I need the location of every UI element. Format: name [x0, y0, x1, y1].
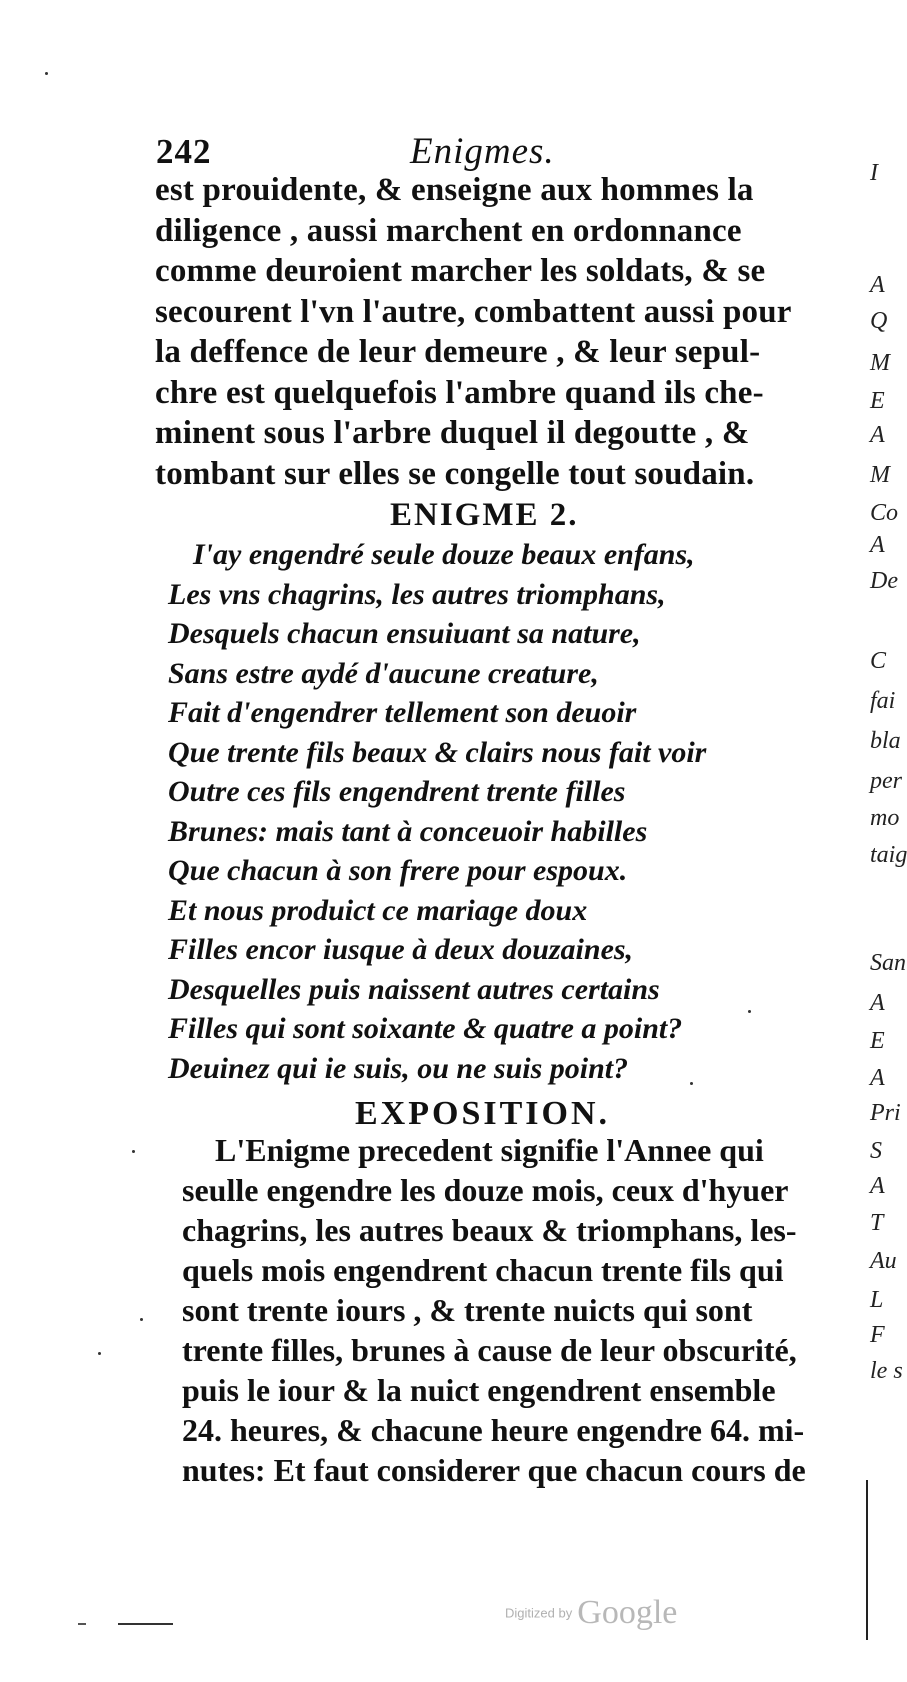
verse-line: Sans estre aydé d'aucune creature, — [168, 656, 599, 690]
margin-fragment: San — [870, 950, 906, 976]
verse-line: Outre ces fils engendrent trente filles — [168, 775, 626, 808]
margin-fragment: A — [870, 532, 885, 558]
margin-fragment: F — [870, 1322, 885, 1348]
margin-fragment: C — [870, 648, 887, 674]
margin-fragment: le s — [870, 1358, 903, 1384]
page-edge-line — [866, 1480, 868, 1640]
ink-speck — [748, 1010, 751, 1013]
exposition-line: puis le iour & la nuict engendrent ensemble — [182, 1372, 776, 1408]
margin-fragment: A — [870, 422, 885, 448]
facing-page-margin — [868, 160, 907, 1660]
margin-fragment: E — [870, 1028, 885, 1054]
margin-fragment: fai — [870, 688, 896, 714]
prose-line: chre est quelquefois l'ambre quand ils che- — [155, 374, 764, 411]
page-header — [150, 128, 840, 172]
margin-fragment: M — [870, 462, 890, 488]
margin-fragment: Co — [870, 500, 899, 526]
margin-fragment: per — [870, 768, 902, 794]
prose-line: diligence , aussi marchent en ordonnance — [155, 212, 742, 249]
exposition-line: trente filles, brunes à cause de leur obscurité, — [182, 1332, 797, 1368]
ink-speck — [98, 1352, 101, 1355]
footer-dash — [78, 1623, 86, 1625]
prose-line: secourent l'vn l'autre, combattent aussi pour — [155, 293, 792, 330]
verse-line: I'ay engendré seule douze beaux enfans, — [193, 538, 695, 571]
intro-paragraph — [155, 170, 855, 494]
prose-line: est prouidente, & enseigne aux hommes la — [155, 172, 754, 208]
ink-speck — [132, 1150, 135, 1153]
margin-fragment: S — [870, 1138, 882, 1164]
exposition-line: quels mois engendrent chacun trente fils qui — [182, 1252, 784, 1288]
exposition-heading: EXPOSITION. — [355, 1095, 610, 1132]
margin-fragment: taig — [870, 842, 907, 868]
verse-line: Desquelles puis naissent autres certains — [168, 972, 660, 1006]
verse-line: Que trente fils beaux & clairs nous fait voir — [168, 735, 707, 769]
margin-fragment: Pri — [870, 1100, 901, 1126]
ink-speck — [690, 1082, 693, 1085]
margin-fragment: mo — [870, 805, 900, 831]
digitized-by-label: Digitized by — [505, 1605, 573, 1621]
verse-line: Filles qui sont soixante & quatre a point? — [168, 1012, 683, 1045]
verse-line: Brunes: mais tant à conceuoir habilles — [168, 814, 648, 848]
exposition-line: sont trente iours , & trente nuicts qui sont — [182, 1292, 753, 1328]
margin-fragment: A — [870, 990, 885, 1016]
margin-fragment: L — [870, 1287, 884, 1313]
margin-fragment: E — [870, 388, 885, 414]
margin-fragment: Q — [870, 308, 888, 334]
ink-speck — [45, 72, 48, 75]
prose-line: minent sous l'arbre duquel il degoutte , & — [155, 415, 750, 451]
verse-line: Fait d'engendrer tellement son deuoir — [168, 696, 637, 729]
enigme-verse — [168, 535, 868, 1088]
exposition-line: chagrins, les autres beaux & triomphans, les- — [182, 1212, 797, 1248]
exposition-line: seulle engendre les douze mois, ceux d'hyuer — [182, 1172, 789, 1208]
page-number: 242 — [156, 132, 212, 171]
verse-line: Et nous produict ce mariage doux — [168, 893, 588, 927]
google-watermark — [505, 1594, 677, 1634]
exposition-line: L'Enigme precedent signifie l'Annee qui — [215, 1132, 764, 1168]
exposition-line: 24. heures, & chacune heure engendre 64. mi- — [182, 1412, 805, 1448]
verse-line: Deuinez qui ie suis, ou ne suis point? — [168, 1051, 629, 1085]
google-logo: Google — [577, 1594, 678, 1631]
running-title: Enigmes. — [410, 131, 555, 172]
margin-fragment: A — [870, 1065, 885, 1091]
ink-speck — [140, 1318, 143, 1321]
margin-fragment: I — [870, 160, 878, 186]
footer-rule — [118, 1623, 173, 1625]
margin-fragment: A — [870, 272, 885, 298]
verse-line: Que chacun à son frere pour espoux. — [168, 854, 628, 887]
margin-fragment: M — [870, 350, 890, 376]
exposition-paragraph — [182, 1130, 862, 1490]
verse-line: Desquels chacun ensuiuant sa nature, — [168, 617, 641, 650]
verse-line: Filles encor iusque à deux douzaines, — [168, 933, 634, 966]
margin-fragment: bla — [870, 728, 901, 754]
prose-line: la deffence de leur demeure , & leur sepul- — [155, 334, 761, 370]
margin-fragment: De — [870, 568, 898, 594]
margin-fragment: A — [870, 1173, 885, 1199]
margin-fragment: T — [870, 1210, 884, 1236]
prose-line: comme deuroient marcher les soldats, & se — [155, 253, 766, 289]
prose-line: tombant sur elles se congelle tout soudain. — [155, 455, 755, 492]
exposition-line: nutes: Et faut considerer que chacun cours de — [182, 1452, 806, 1488]
verse-line: Les vns chagrins, les autres triomphans, — [168, 577, 666, 611]
margin-fragment: Au — [870, 1248, 897, 1274]
enigme-heading: ENIGME 2. — [390, 497, 579, 533]
